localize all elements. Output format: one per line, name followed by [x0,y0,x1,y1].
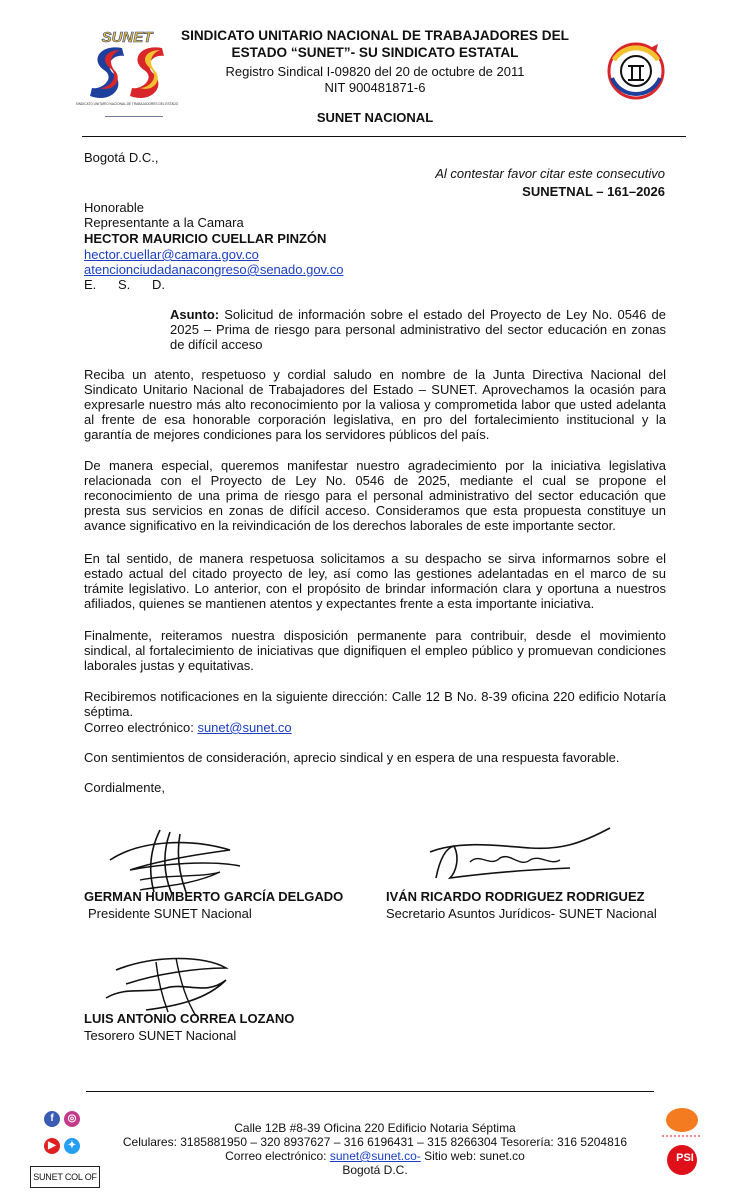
signature-1-image [100,820,250,898]
footer-divider [86,1091,654,1092]
psi-logo-label: PSI [676,1152,694,1164]
signatory-3-name: LUIS ANTONIO CORREA LOZANO [84,1011,295,1026]
body-paragraph-6: Con sentimientos de consideración, aprecio sindical y en espera de una respuesta favorable. [84,750,620,765]
header-office: SUNET NACIONAL [316,110,434,125]
twitter-icon[interactable]: ✦ [64,1138,80,1154]
psi-logo [656,1106,708,1178]
esd-s: S. [118,277,131,292]
notification-email-line [84,720,292,735]
header-registration: Registro Sindical I-09820 del 20 de octubre de 2011 [225,64,525,79]
footer-contact [100,1149,650,1163]
reference-number: SUNETNAL – 161–2026 [522,184,665,199]
recipient-email-link[interactable]: hector.cuellar@camara.gov.co [84,247,259,262]
subject-text: Solicitud de información sobre el estado del Proyecto de Ley No. 0546 de 2025 – Prima de riesgo para personal administrativo del sector educación en zonas de difícil acceso [170,307,666,352]
sunet-logo-wordmark: SUNET [101,29,153,46]
notification-email-link[interactable]: sunet@sunet.co [197,720,292,735]
footer-email-link[interactable]: sunet@sunet.co- [329,1149,421,1163]
esd-e: E. [84,277,97,292]
signatory-1-role: Presidente SUNET Nacional [88,906,252,921]
facebook-icon[interactable]: f [44,1111,60,1127]
body-paragraph-3: En tal sentido, de manera respetuosa solicitamos a su despacho se sirva informarnos sobre el estado actual del citado proyecto de ley, así como las gestiones adelantadas en el marco de su trámite legislativo. Lo anterior, con el propósito de brindar información clara y oportuna a nuestros afiliados, quienes se mantienen atentos y expectantes frente a esta importante iniciativa. [84,551,666,611]
footer-phones: Celulares: 3185881950 – 320 8937627 – 316 6196431 – 315 8266304 Tesorería: 316 5204816 [122,1135,628,1149]
esd-abbreviation [84,277,186,292]
body-paragraph-2: De manera especial, queremos manifestar nuestro agradecimiento por la iniciativa legislativa relacionada con el Proyecto de Ley No. 0546 de 2025, mediante el cual se propone el reconocimiento de una prima de riesgo para el personal administrativo del sector educación que presta sus servicios en zonas de difícil acceso. Consideramos que esta propuesta constituye un avance significativo en la reivindicación de los derechos laborales de este importante sector. [84,458,666,533]
signatory-3-role: Tesorero SUNET Nacional [84,1028,237,1043]
sunet-logo [75,26,179,116]
footer-website: Sitio web: sunet.co [424,1149,525,1163]
footer-city: Bogotá D.C. [342,1163,408,1177]
body-paragraph-1: Reciba un atento, respetuoso y cordial saludo en nombre de la Junta Directiva Nacional del Sindicato Unitario Nacional de Trabajadores del Estado – SUNET. Aprovechamos la ocasión para expresarle nuestro más alto reconocimiento por la valiosa y comprometida labor que usted adelanta al frente de esa honorable corporación legislativa, en pro del fortalecimiento institucional y la garantía de mejores condiciones para los servidores públicos del país. [84,367,666,442]
subject-block [170,307,666,352]
social-handle: SUNET COL OF [30,1166,100,1188]
footer-email-label: Correo electrónico: [225,1149,327,1163]
recipient-name: HECTOR MAURICIO CUELLAR PINZÓN [84,231,327,246]
recipient-salutation: Honorable [84,200,144,215]
signature-2-image [420,818,620,890]
sunet-logo-caption: SINDICATO UNITARIO NACIONAL DE TRABAJADORES DEL ESTADO [75,102,179,106]
body-paragraph-5: Recibiremos notificaciones en la siguiente dirección: Calle 12 B No. 8-39 oficina 220 edificio Notaría séptima. [84,689,666,719]
subject-label: Asunto: [170,307,220,322]
header-nit: NIT 900481871-6 [324,80,426,95]
letter-city: Bogotá D.C., [84,150,159,165]
notification-email-label: Correo electrónico: [84,720,194,735]
instagram-icon[interactable]: ◎ [64,1111,80,1127]
recipient-congress-email-link[interactable]: atencionciudadanacongreso@senado.gov.co [84,262,344,277]
header-union-name-line1: SINDICATO UNITARIO NACIONAL DE TRABAJADORES DEL [181,28,569,43]
footer-address: Calle 12B #8-39 Oficina 220 Edificio Notaria Séptima [234,1121,516,1135]
signatory-2-role: Secretario Asuntos Jurídicos- SUNET Nacional [386,906,657,921]
esd-d: D. [152,277,165,292]
recipient-role: Representante a la Camara [84,215,244,230]
signatory-1-name: GERMAN HUMBERTO GARCÍA DELGADO [84,889,344,904]
closing: Cordialmente, [84,780,165,795]
signature-3-image [96,950,246,1020]
signatory-2-name: IVÁN RICARDO RODRIGUEZ RODRIGUEZ [386,889,645,904]
reference-note: Al contestar favor citar este consecutivo [435,166,665,181]
union-emblem-logo [606,40,666,102]
header-union-name-line2: ESTADO “SUNET”- SU SINDICATO ESTATAL [231,45,519,60]
header-divider [82,136,686,137]
body-paragraph-4: Finalmente, reiteramos nuestra disposición permanente para contribuir, desde el movimiento sindical, al fortalecimiento de iniciativas que dignifiquen el empleo público y promuevan condiciones laborales justas y equitativas. [84,628,666,673]
logo-underline [105,116,163,117]
youtube-icon[interactable]: ▶ [44,1138,60,1154]
